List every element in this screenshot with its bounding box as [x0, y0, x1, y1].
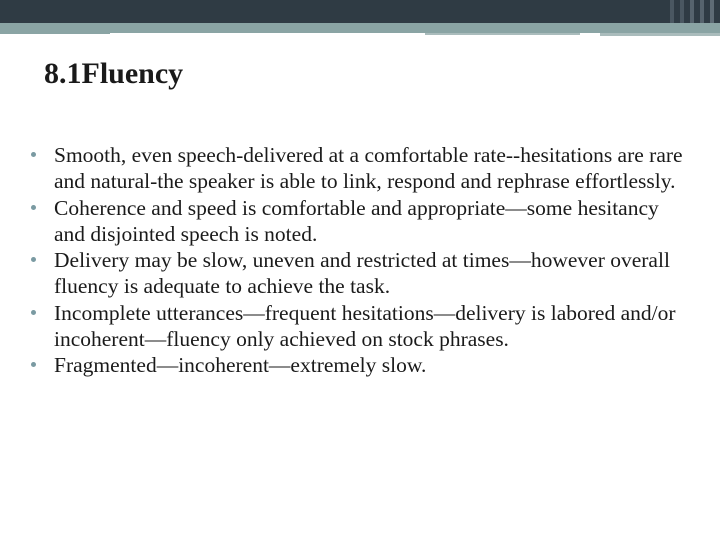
round-bullet-icon [31, 205, 36, 210]
bullet-item [28, 142, 688, 195]
round-bullet-icon [31, 362, 36, 367]
round-bullet-icon [31, 257, 36, 262]
header-band [0, 0, 720, 23]
bullet-text: Incomplete utterances—frequent hesitations—delivery is labored and/or incoherent—fluency only achieved on stock phrases. [54, 300, 676, 352]
round-bullet-icon [31, 310, 36, 315]
bullet-text: Delivery may be slow, uneven and restricted at times—however overall fluency is adequate to achieve the task. [54, 248, 670, 299]
bullet-text: Coherence and speed is comfortable and appropriate—some hesitancy and disjointed speech is noted. [54, 195, 659, 246]
slide-title: 8.1Fluency [44, 57, 184, 90]
header-tile [690, 0, 694, 23]
bullet-list [28, 142, 688, 379]
header-tile [680, 0, 684, 23]
accent-line [0, 23, 720, 33]
accent-step [0, 31, 110, 34]
header-tile [710, 0, 714, 23]
bullet-item [28, 300, 688, 353]
header-tile [670, 0, 674, 23]
bullet-item [28, 247, 688, 300]
bullet-text: Smooth, even speech-delivered at a comfortable rate--hesitations are rare and natural-the speaker is able to link, respond and rephrase effortlessly. [54, 143, 683, 194]
accent-step [600, 33, 720, 36]
header-tile [700, 0, 704, 23]
bullet-item [28, 352, 688, 378]
round-bullet-icon [31, 152, 36, 157]
bullet-item [28, 195, 688, 248]
bullet-text: Fragmented—incoherent—extremely slow. [54, 353, 427, 378]
accent-step [425, 33, 580, 35]
